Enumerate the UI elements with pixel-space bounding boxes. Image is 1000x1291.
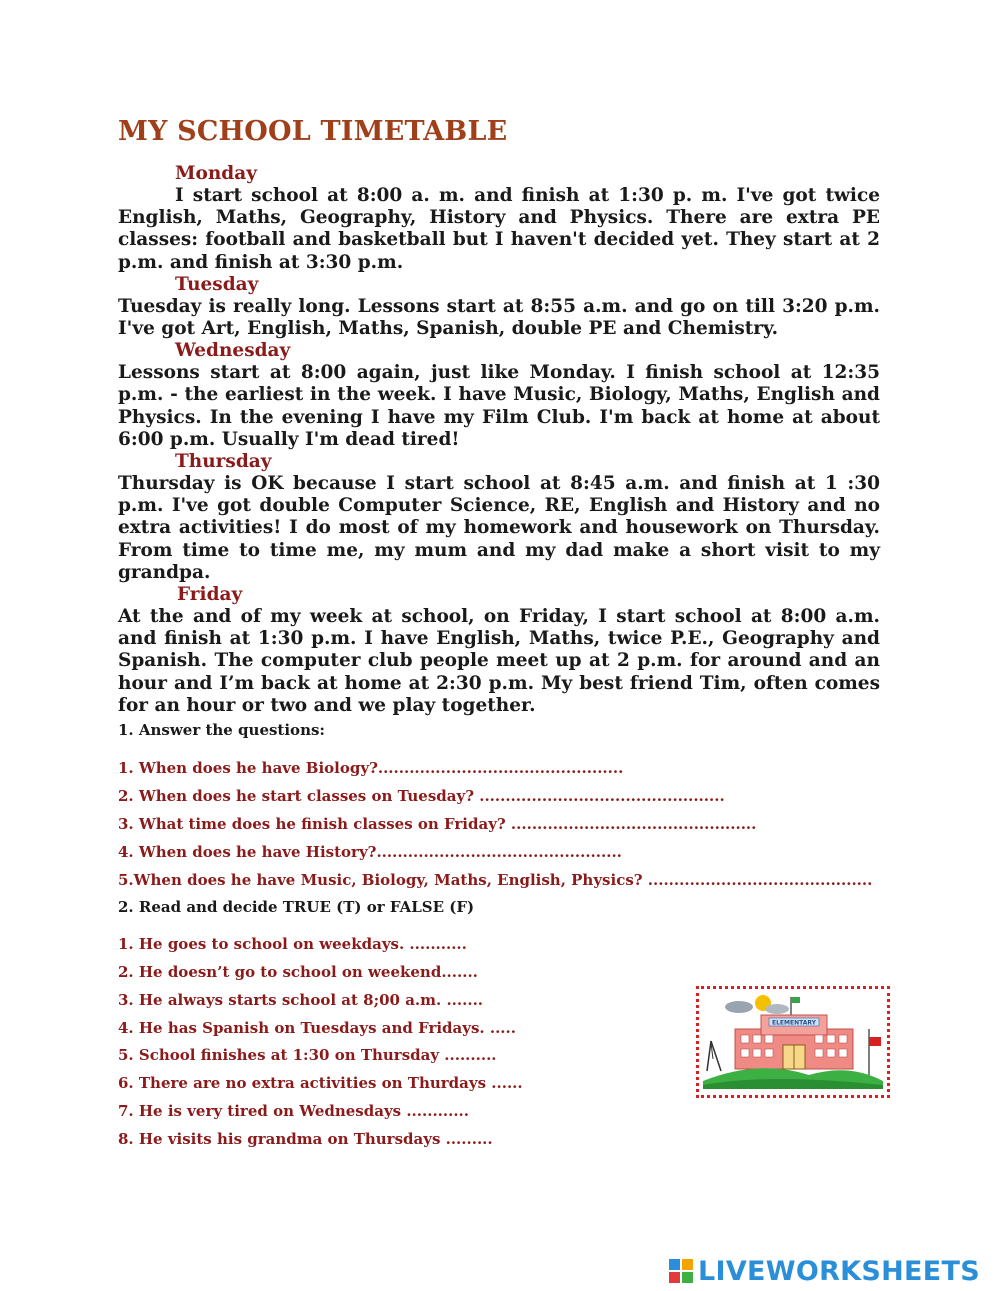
paragraph-tuesday: Tuesday is really long. Lessons start at 8:55 a.m. and go on till 3:20 p.m. I've got Art, English, Maths, Spanish, double PE and Chemistry. <box>118 295 880 340</box>
statement-3[interactable]: 3. He always starts school at 8;00 a.m. ....... <box>118 991 484 1009</box>
school-sign-text: ELEMENTARY <box>771 1019 817 1027</box>
paragraph-friday: At the and of my week at school, on Friday, I start school at 8:00 a.m. and finish at 1:30 p.m. I have English, Maths, twice P.E., Geography and Spanish. The computer club people meet up at 2 p.m. for around and an hour and I’m back at home at 2:30 p.m. My best friend Tim, often comes for an hour or two and we play together. <box>118 606 880 716</box>
statement-4[interactable]: 4. He has Spanish on Tuesdays and Fridays. ..... <box>118 1019 516 1037</box>
statement-1[interactable]: 1. He goes to school on weekdays. ........... <box>118 935 467 953</box>
paragraph-monday: I start school at 8:00 a. m. and finish at 1:30 p. m. I've got twice English, Maths, Geography, History and Physics. There are extra PE classes: football and basketball but I haven't decided yet. They start at 2 p.m. and finish at 3:30 p.m. <box>118 185 880 273</box>
day-heading-wednesday: Wednesday <box>175 340 291 362</box>
school-building-icon <box>699 989 887 1095</box>
page-title: MY SCHOOL TIMETABLE <box>118 116 508 147</box>
question-4[interactable]: 4. When does he have History?............................................... <box>118 843 622 861</box>
paragraph-wednesday: Lessons start at 8:00 again, just like Monday. I finish school at 12:35 p.m. - the earliest in the week. I have Music, Biology, Maths, English and Physics. In the evening I have my Film Club. I'm back at home at about 6:00 p.m. Usually I'm dead tired! <box>118 362 880 450</box>
statement-5[interactable]: 5. School finishes at 1:30 on Thursday .......... <box>118 1046 497 1064</box>
logo-text: LIVEWORKSHEETS <box>697 1255 980 1287</box>
statement-6[interactable]: 6. There are no extra activities on Thurdays ...... <box>118 1074 523 1092</box>
section-1-heading: 1. Answer the questions: <box>118 721 325 739</box>
question-1[interactable]: 1. When does he have Biology?............................................... <box>118 759 624 777</box>
day-heading-friday: Friday <box>177 584 243 606</box>
question-3[interactable]: 3. What time does he finish classes on Friday? ............................................... <box>118 815 757 833</box>
statement-2[interactable]: 2. He doesn’t go to school on weekend....... <box>118 963 478 981</box>
day-heading-monday: Monday <box>175 163 257 184</box>
day-heading-thursday: Thursday <box>175 451 272 473</box>
day-heading-tuesday: Tuesday <box>175 273 259 295</box>
statement-7[interactable]: 7. He is very tired on Wednesdays ............ <box>118 1102 470 1120</box>
liveworksheets-logo <box>668 1255 980 1287</box>
question-5[interactable]: 5.When does he have Music, Biology, Maths, English, Physics? ........................................... <box>118 871 873 889</box>
section-2-heading: 2. Read and decide TRUE (T) or FALSE (F) <box>118 898 475 916</box>
question-2[interactable]: 2. When does he start classes on Tuesday? ............................................... <box>118 787 725 805</box>
school-picture <box>696 986 890 1098</box>
letter-blocks-icon <box>668 1258 694 1284</box>
timetable-story <box>118 163 880 717</box>
statement-8[interactable]: 8. He visits his grandma on Thursdays ......... <box>118 1130 493 1148</box>
paragraph-thursday: Thursday is OK because I start school at 8:45 a.m. and finish at 1 :30 p.m. I've got double Computer Science, RE, English and History and no extra activities! I do most of my homework and housework on Thursday. From time to time me, my mum and my dad make a short visit to my grandpa. <box>118 473 880 583</box>
